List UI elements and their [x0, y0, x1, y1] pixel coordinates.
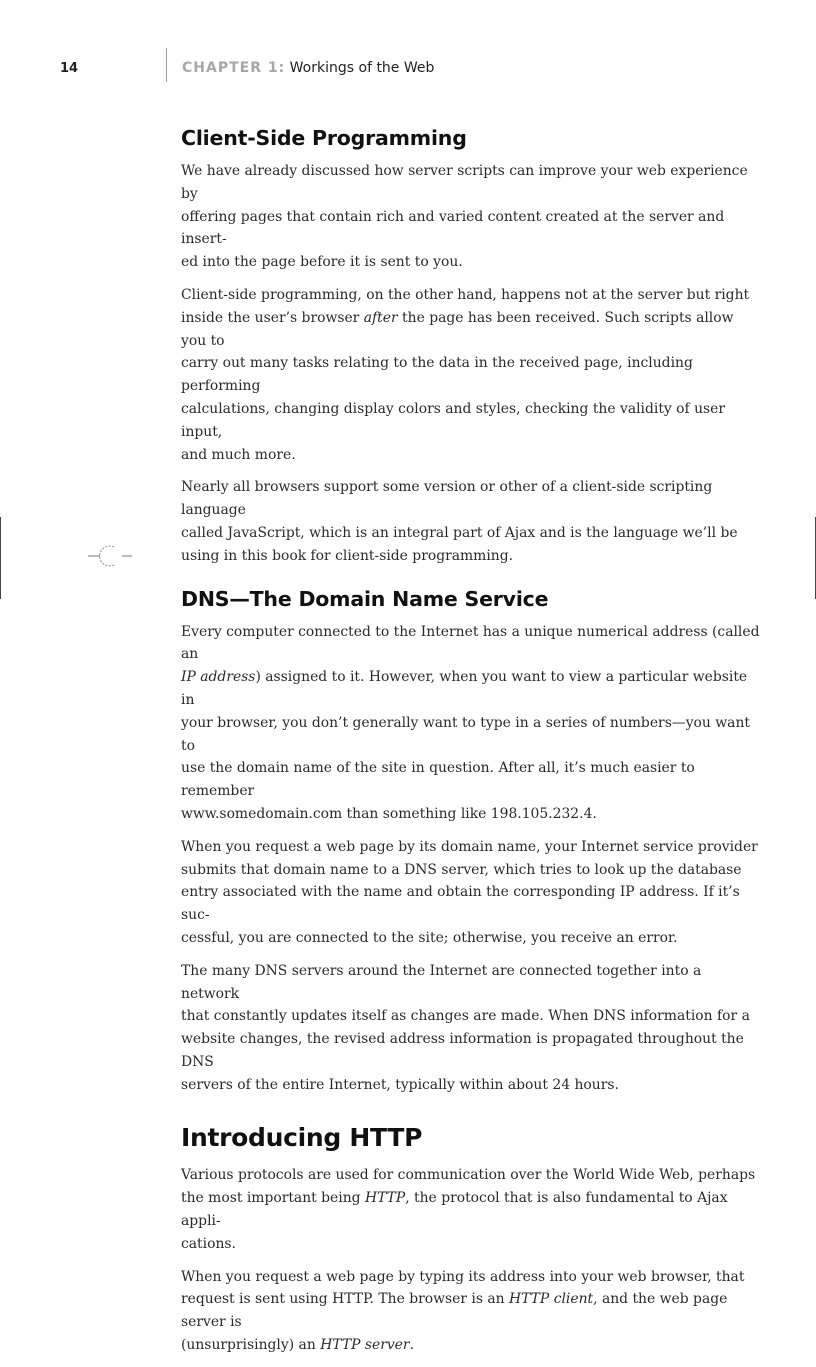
chapter-title: Workings of the Web: [289, 60, 435, 76]
emphasis: IP address: [181, 669, 256, 686]
paragraph: Client-side programming, on the other hand, happens not at the server but right inside the user’s browser after the page has been received. Such scripts allow you to carry out many tasks relating to the data in the received page, including performing calculations, changing display colors and styles, checking the validity of user input, and much more.: [181, 286, 750, 463]
page-number: 14: [60, 61, 79, 76]
chapter-label: CHAPTER 1:: [182, 60, 286, 76]
emphasis: after: [363, 309, 398, 326]
paragraph: When you request a web page by typing its address into your web browser, that request is sent using HTTP. The browser is an HTTP client, and the web page server is (unsurprisingly) an HTTP server.: [181, 1268, 745, 1354]
paragraph: We have already discussed how server scripts can improve your web experience by offering pages that contain rich and varied content created at the server and insert- ed into the page before it is sent to you.: [181, 163, 748, 271]
registration-mark-icon: [88, 544, 132, 574]
paragraph: The many DNS servers around the Internet are connected together into a network that constantly updates itself as changes are made. When DNS information for a website changes, the revised address information is propagated throughout the DNS servers of the entire Internet, typically within about 24 hours.: [181, 962, 750, 1093]
emphasis: HTTP server: [320, 1337, 410, 1354]
section-introducing-http: [181, 1123, 761, 1356]
section-heading: Client-Side Programming: [181, 126, 467, 150]
paragraph: When you request a web page by its domain name, your Internet service provider submits that domain name to a DNS server, which tries to look up the database entry associated with the name and obtain the corresponding IP address. If it’s suc- cessful, you are connected to the site; otherwise, you receive an error.: [181, 838, 758, 946]
chapter-section-heading: Introducing HTTP: [181, 1123, 423, 1153]
section-client-side-programming: [181, 126, 761, 568]
paragraph: Various protocols are used for communication over the World Wide Web, perhaps the most important being HTTP, the protocol that is also fundamental to Ajax appli- cations.: [181, 1167, 756, 1252]
emphasis: HTTP: [364, 1190, 406, 1207]
page-content: [181, 126, 761, 1367]
header-divider: [166, 48, 167, 82]
paragraph: Nearly all browsers support some version or other of a client-side scripting language called JavaScript, which is an integral part of Ajax and is the language we’ll be using in this book for client-side programming.: [181, 479, 738, 564]
running-head: [182, 60, 434, 76]
section-dns: [181, 587, 761, 1097]
paragraph: Every computer connected to the Internet has a unique numerical address (called an IP address) assigned to it. However, when you want to view a particular website in your browser, you don’t generally want to type in a series of numbers—you want to use the domain name of the site in question. After all, it’s much easier to remember www.somedomain.com than something like 198.105.232.4.: [181, 623, 760, 822]
section-heading: DNS—The Domain Name Service: [181, 586, 549, 611]
emphasis: HTTP client: [509, 1291, 594, 1308]
crop-mark-left: [0, 517, 1, 599]
